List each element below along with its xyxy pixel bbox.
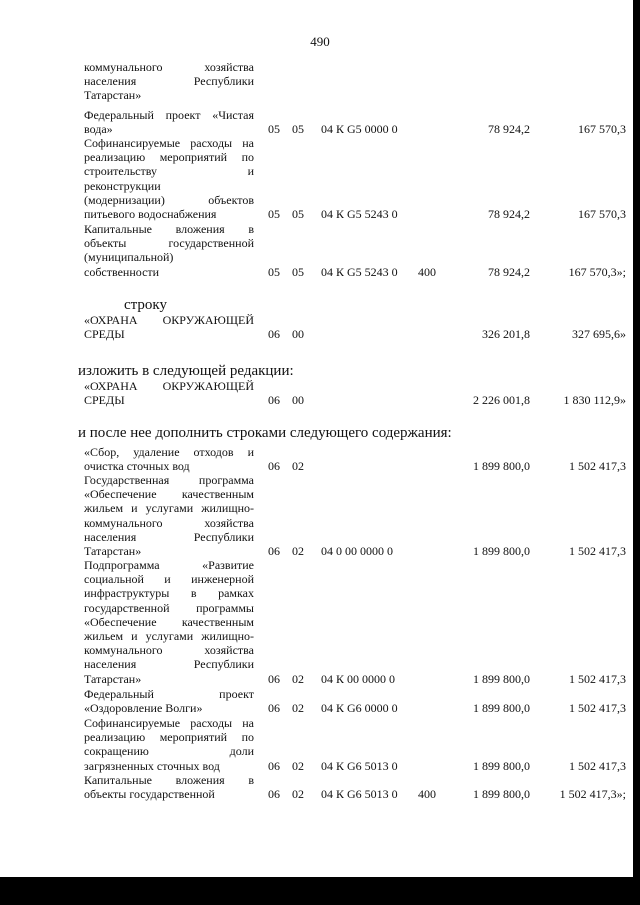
amount-year-2: 1 502 417,3 <box>569 758 626 773</box>
row-name <box>84 60 254 103</box>
row-name-line: Подпрограмма «Развитие <box>84 558 254 572</box>
row-name-line: объекты государственной <box>84 236 254 251</box>
row-name <box>84 136 254 221</box>
subsection-code: 00 <box>292 393 304 408</box>
row-name-line: «Сбор, удаление отходов и <box>84 445 254 459</box>
section-code: 06 <box>268 758 280 773</box>
amount-year-1: 1 899 800,0 <box>473 459 530 474</box>
amount-year-2: 1 502 417,3 <box>569 671 626 686</box>
amount-year-2: 327 695,6» <box>572 327 626 342</box>
row-name <box>84 313 254 341</box>
row-name-line: реализацию мероприятий по <box>84 730 254 745</box>
row-name-line: жильем и услугами жилищно- <box>84 628 254 643</box>
row-name-line: питьевого водоснабжения <box>84 206 217 221</box>
amount-year-2: 167 570,3»; <box>568 264 626 279</box>
row-name <box>84 379 254 407</box>
row-name <box>84 445 254 473</box>
amount-year-1: 2 226 001,8 <box>473 393 530 408</box>
target-article-code: 04 К G5 5243 0 <box>321 264 398 279</box>
amount-year-1: 78 924,2 <box>488 122 530 137</box>
row-name-line: собственности <box>84 264 160 279</box>
row-name-line: объекты государственной <box>84 787 215 802</box>
row-name-line: строительству и <box>84 164 254 179</box>
row-name-line: государственной программы <box>84 600 254 615</box>
subsection-code: 02 <box>292 787 304 802</box>
row-name-line: (модернизации) объектов <box>84 192 254 207</box>
row-name-line: реализацию мероприятий по <box>84 150 254 165</box>
subsection-code: 05 <box>292 122 304 137</box>
row-name-line: населения Республики <box>84 657 254 672</box>
amount-year-2: 1 502 417,3 <box>569 459 626 474</box>
row-name <box>84 773 254 801</box>
instruction-text: строку <box>124 297 167 313</box>
row-name-line: очистка сточных вод <box>84 459 190 474</box>
subsection-code: 02 <box>292 544 304 558</box>
row-name-line: загрязненных сточных вод <box>84 758 220 773</box>
row-name-line: социальной и инженерной <box>84 572 254 587</box>
row-name-line: «Обеспечение качественным <box>84 614 254 629</box>
amount-year-1: 1 899 800,0 <box>473 787 530 802</box>
row-name <box>84 558 254 686</box>
row-name-line: (муниципальной) <box>84 250 174 265</box>
row-name-line: Татарстан» <box>84 671 142 686</box>
section-code: 05 <box>268 207 280 221</box>
row-name-line: «ОХРАНА ОКРУЖАЮЩЕЙ <box>84 313 254 327</box>
row-name-line: Софинансируемые расходы на <box>84 136 254 150</box>
target-article-code: 04 К G5 0000 0 <box>321 122 398 137</box>
row-name <box>84 473 254 558</box>
row-name-line: населения Республики <box>84 529 254 544</box>
row-name-line: СРЕДЫ <box>84 327 125 342</box>
row-name-line: Федеральный проект «Чистая <box>84 108 254 122</box>
subsection-code: 02 <box>292 701 304 716</box>
scan-edge <box>633 0 640 905</box>
row-name-line: коммунального хозяйства <box>84 60 254 74</box>
amount-year-2: 167 570,3 <box>578 207 626 221</box>
row-name-line: «Обеспечение качественным <box>84 487 254 502</box>
subsection-code: 02 <box>292 459 304 474</box>
target-article-code: 04 К G6 0000 0 <box>321 701 398 716</box>
row-name-line: «ОХРАНА ОКРУЖАЮЩЕЙ <box>84 379 254 393</box>
subsection-code: 02 <box>292 671 304 686</box>
target-article-code: 04 0 00 0000 0 <box>321 544 393 558</box>
section-code: 06 <box>268 393 280 408</box>
target-article-code: 04 К G5 5243 0 <box>321 207 398 221</box>
amount-year-2: 167 570,3 <box>578 122 626 137</box>
section-code: 06 <box>268 544 280 558</box>
row-name-line: Татарстан» <box>84 88 142 103</box>
amount-year-1: 78 924,2 <box>488 264 530 279</box>
amount-year-1: 78 924,2 <box>488 207 530 221</box>
row-name-line: жильем и услугами жилищно- <box>84 501 254 516</box>
row-name-line: СРЕДЫ <box>84 393 125 408</box>
target-article-code: 04 К G6 5013 0 <box>321 787 398 802</box>
page-number: 490 <box>310 34 330 49</box>
row-name <box>84 222 254 279</box>
row-name-line: сокращению доли <box>84 744 254 759</box>
instruction-text: изложить в следующей редакции: <box>78 363 294 379</box>
row-name-line: коммунального хозяйства <box>84 643 254 658</box>
subsection-code: 05 <box>292 264 304 279</box>
amount-year-1: 1 899 800,0 <box>473 758 530 773</box>
amount-year-2: 1 502 417,3 <box>569 701 626 716</box>
amount-year-2: 1 830 112,9» <box>563 393 626 408</box>
subsection-code: 02 <box>292 758 304 773</box>
section-code: 05 <box>268 122 280 137</box>
amount-year-2: 1 502 417,3 <box>569 544 626 558</box>
amount-year-1: 326 201,8 <box>482 327 530 342</box>
section-code: 06 <box>268 671 280 686</box>
section-code: 06 <box>268 787 280 802</box>
section-code: 06 <box>268 701 280 716</box>
scan-edge <box>0 877 640 905</box>
row-name-line: Капитальные вложения в <box>84 222 254 236</box>
row-name-line: Софинансируемые расходы на <box>84 716 254 730</box>
amount-year-1: 1 899 800,0 <box>473 701 530 716</box>
row-name-line: реконструкции <box>84 178 161 193</box>
expense-type-code: 400 <box>418 264 436 279</box>
row-name-line: Федеральный проект <box>84 687 254 701</box>
row-name <box>84 108 254 136</box>
row-name-line: коммунального хозяйства <box>84 515 254 530</box>
row-name-line: «Оздоровление Волги» <box>84 701 203 716</box>
section-code: 05 <box>268 264 280 279</box>
row-name <box>84 687 254 715</box>
row-name-line: Татарстан» <box>84 543 142 558</box>
row-name-line: населения Республики <box>84 74 254 89</box>
subsection-code: 00 <box>292 327 304 342</box>
section-code: 06 <box>268 459 280 474</box>
row-name-line: Капитальные вложения в <box>84 773 254 787</box>
target-article-code: 04 К G6 5013 0 <box>321 758 398 773</box>
row-name <box>84 716 254 773</box>
target-article-code: 04 К 00 0000 0 <box>321 671 396 686</box>
amount-year-1: 1 899 800,0 <box>473 544 530 558</box>
row-name-line: вода» <box>84 122 113 137</box>
section-code: 06 <box>268 327 280 342</box>
row-name-line: Государственная программа <box>84 473 254 487</box>
instruction-text: и после нее дополнить строками следующего содержания: <box>78 425 452 441</box>
amount-year-2: 1 502 417,3»; <box>559 787 626 802</box>
amount-year-1: 1 899 800,0 <box>473 671 530 686</box>
row-name-line: инфраструктуры в рамках <box>84 586 254 601</box>
subsection-code: 05 <box>292 207 304 221</box>
expense-type-code: 400 <box>418 787 436 802</box>
